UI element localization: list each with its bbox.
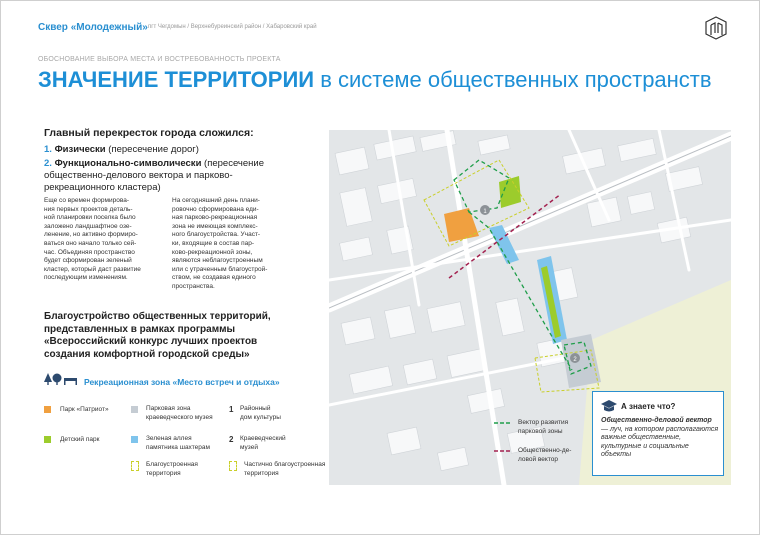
legend-line: Благоустроенная (146, 461, 198, 468)
zone-title: Рекреационная зона «Место встреч и отдыха» (84, 377, 280, 387)
intro-item-number: 1. (44, 144, 52, 155)
legend-number-1: 1 (229, 405, 234, 414)
intro-item-2 (44, 158, 264, 194)
intro-column-line: час. Объединяя пространство (44, 248, 135, 256)
info-box-body (601, 417, 719, 460)
intro-item-bold: Функционально-символически (54, 158, 202, 169)
intro-item-text: общественно-делового вектора и парково- (44, 170, 233, 181)
project-title: Сквер «Молодежный» (38, 22, 148, 33)
program-heading-line: создания комфортной городской среды» (44, 348, 250, 360)
project-location: пгт Чегдомын / Верхнебуреинский район / Хабаровский край (148, 24, 317, 30)
legend-line: Зеленая аллея (146, 435, 192, 442)
legend-line: Общественно-де- (518, 447, 572, 454)
legend-line: Районный (240, 405, 271, 412)
legend-swatch-orange (44, 406, 51, 413)
legend-label-culture-house (240, 405, 281, 422)
intro-column-line: ваться оно начало только сей- (44, 239, 137, 247)
intro-heading: Главный перекресток города сложился: (44, 127, 254, 139)
legend-line: Краеведческий (240, 435, 286, 442)
program-heading (44, 311, 314, 361)
intro-column-line: последующим изменениям. (44, 274, 128, 282)
logo-icon (703, 14, 729, 42)
marker-1-label: 1 (483, 209, 487, 215)
intro-column-line: Еще со времен формирова- (44, 197, 130, 204)
info-box-definition: — луч, на котором располагаются важные общественные, культурные и социальные объекты (601, 425, 719, 459)
intro-column-line: являются неблагоустроенным (172, 257, 263, 265)
legend-line: Парковая зона (146, 405, 191, 412)
program-heading-line: представленных в рамках программы (44, 323, 236, 335)
legend-line: памятника шахтерам (146, 443, 210, 451)
intro-column-line: ки, входящие в состав пар- (172, 239, 255, 247)
legend-swatch-blue (131, 436, 138, 443)
legend-line: дом культуры (240, 413, 281, 421)
trees-bench-icon (44, 372, 80, 386)
intro-column-line: ния первых проектов деталь- (44, 205, 133, 213)
intro-item-1 (44, 144, 199, 156)
intro-column-line: кластер, который даст развитие (44, 265, 141, 273)
intro-column-line: ная парково-рекреационная (172, 214, 258, 222)
legend-label-museum-zone (146, 405, 213, 422)
intro-item-text: (пересечение дорог) (105, 144, 199, 155)
legend-line: ловой вектор (518, 455, 558, 463)
intro-item-number: 2. (44, 158, 52, 169)
legend-label-alley (146, 435, 210, 452)
legend-line: парковой зоны (518, 427, 563, 435)
legend-label-vector-civic (518, 447, 571, 464)
legend-label-kids: Детский парк (60, 436, 100, 443)
legend-line: территория (146, 469, 181, 477)
page-title (38, 67, 712, 93)
intro-column-line: зона не имеющая комплекс- (172, 222, 258, 230)
info-box-term: Общественно-деловой вектор (601, 417, 712, 424)
info-box (592, 391, 724, 476)
info-box-title: А знаете что? (621, 402, 676, 411)
intro-column-line: или с утраченным благоустрой- (172, 265, 268, 273)
intro-item-text: (пересечение (201, 158, 264, 169)
headline-rest: в системе общественных пространств (320, 67, 712, 92)
intro-column-line: ной планировки поселка было (44, 214, 136, 222)
intro-column-line: будет сформирован зеленый (44, 257, 132, 265)
legend-swatch-gray (131, 406, 138, 413)
legend-number-2: 2 (229, 435, 234, 444)
section-eyebrow: ОБОСНОВАНИЕ ВЫБОРА МЕСТА И ВОСТРЕБОВАННОСТЬ ПРОЕКТА (38, 56, 281, 63)
headline-bold: ЗНАЧЕНИЕ ТЕРРИТОРИИ (38, 67, 315, 92)
legend-label-vector-park (518, 419, 568, 436)
legend-label-museum (240, 435, 286, 452)
legend-swatch-dashed-light (229, 461, 237, 471)
vector-legend-lines (494, 420, 512, 460)
graduation-cap-icon (601, 399, 617, 413)
legend-label-landscaped (146, 461, 198, 478)
legend-line: краеведческого музея (146, 413, 213, 421)
marker-2-label: 2 (573, 357, 577, 363)
intro-item-text: рекреационного кластера) (44, 182, 161, 193)
intro-column-line: ного благоустройства. Участ- (172, 231, 261, 239)
legend-line: территория (244, 469, 279, 477)
legend-label-patriot: Парк «Патриот» (60, 406, 109, 413)
intro-item-bold: Физически (54, 144, 106, 155)
legend-swatch-dashed-yellow (131, 461, 139, 471)
intro-column-line: ково-рекреационной зоны, (172, 248, 253, 256)
program-heading-line: «Всероссийский конкурс лучших проектов (44, 336, 258, 347)
legend-label-partial (244, 461, 325, 478)
legend-line: Вектор развития (518, 419, 569, 426)
intro-column-2 (172, 197, 294, 292)
program-heading-line: Благоустройство общественных территорий, (44, 311, 271, 322)
intro-column-line: ровочно сформирована еди- (172, 205, 259, 213)
legend-swatch-green (44, 436, 51, 443)
intro-column-line: ством, не создавая единого (172, 274, 256, 282)
intro-column-line: пространства. (172, 282, 215, 290)
intro-column-1 (44, 197, 157, 283)
intro-column-line: заложено ландшафтное озе- (44, 222, 132, 230)
legend-line: Частично благоустроенная (244, 461, 326, 468)
intro-column-line: На сегодняшний день плани- (172, 197, 260, 204)
legend-line: музей (240, 443, 258, 451)
intro-column-line: ленение, но активно формиро- (44, 231, 138, 239)
